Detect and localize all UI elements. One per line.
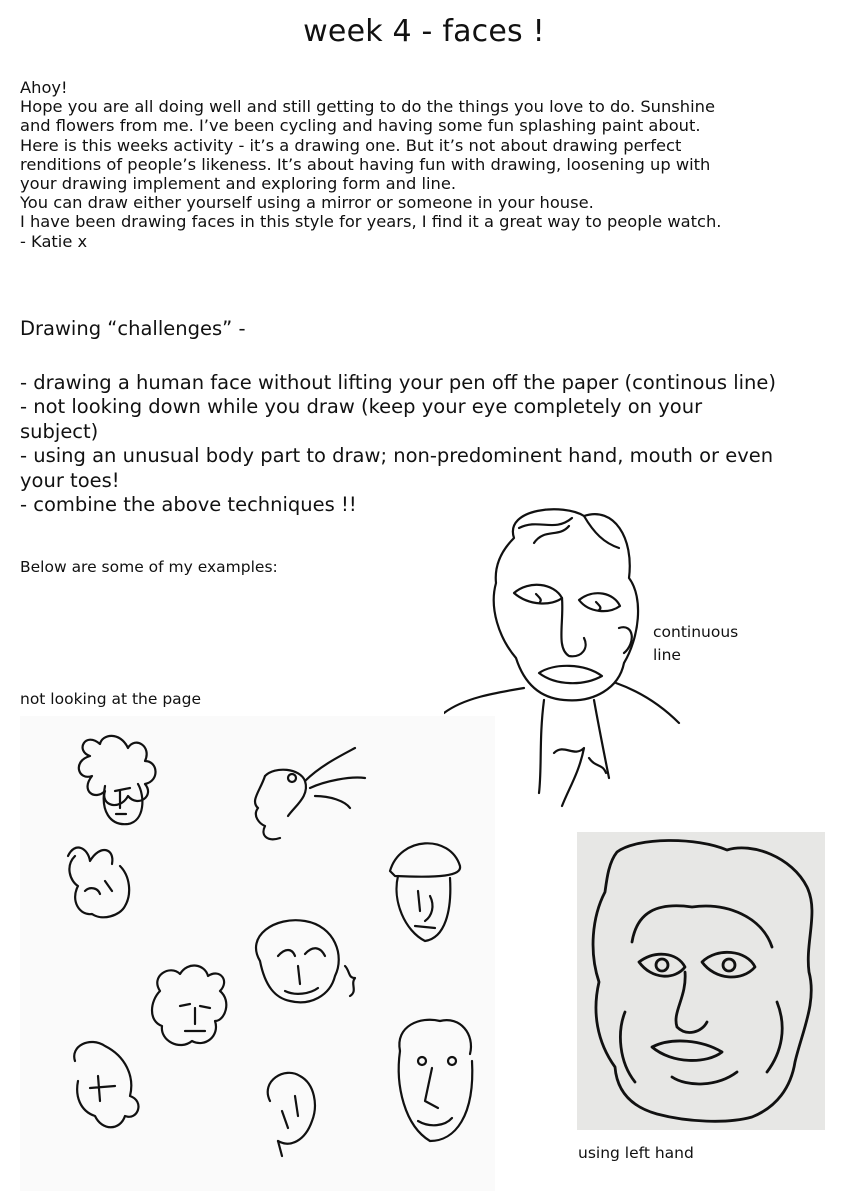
- challenges-heading: Drawing “challenges” -: [20, 317, 246, 340]
- intro-line: your drawing implement and exploring form and line.: [20, 174, 457, 194]
- left-hand-face-drawing: [577, 832, 825, 1130]
- caption-left-hand: using left hand: [578, 1144, 694, 1162]
- intro-line: Hope you are all doing well and still getting to do the things you love to do. Sunshine: [20, 97, 715, 117]
- intro-line: renditions of people’s likeness. It’s about having fun with drawing, loosening up with: [20, 154, 711, 174]
- challenge-line: - not looking down while you draw (keep your eye completely on your: [20, 395, 703, 419]
- caption-line: line: [653, 646, 681, 664]
- challenge-line: - drawing a human face without lifting your pen off the paper (continous line): [20, 371, 776, 394]
- signature-line: - Katie x: [20, 231, 88, 251]
- intro-line: I have been drawing faces in this style for years, I find it a great way to people watch.: [20, 212, 722, 232]
- intro-paragraph: [20, 78, 830, 251]
- challenge-line: - combine the above techniques !!: [20, 493, 357, 517]
- not-looking-faces-drawing: [20, 716, 495, 1191]
- intro-line: Here is this weeks activity - it’s a drawing one. But it’s not about drawing perfect: [20, 135, 682, 155]
- intro-line: Ahoy!: [20, 78, 68, 97]
- challenge-line: subject): [20, 419, 99, 443]
- examples-label: Below are some of my examples:: [20, 558, 278, 576]
- page-title: week 4 - faces !: [303, 14, 545, 49]
- intro-line: and flowers from me. I’ve been cycling and having some fun splashing paint about.: [20, 116, 701, 136]
- caption-continuous-line: [653, 621, 738, 667]
- caption-line: continuous: [653, 623, 739, 641]
- challenge-line: - using an unusual body part to draw; non-predominent hand, mouth or even: [20, 444, 774, 468]
- challenge-line: your toes!: [20, 468, 120, 492]
- caption-not-looking: not looking at the page: [20, 690, 202, 708]
- intro-line: You can draw either yourself using a mirror or someone in your house.: [20, 193, 594, 213]
